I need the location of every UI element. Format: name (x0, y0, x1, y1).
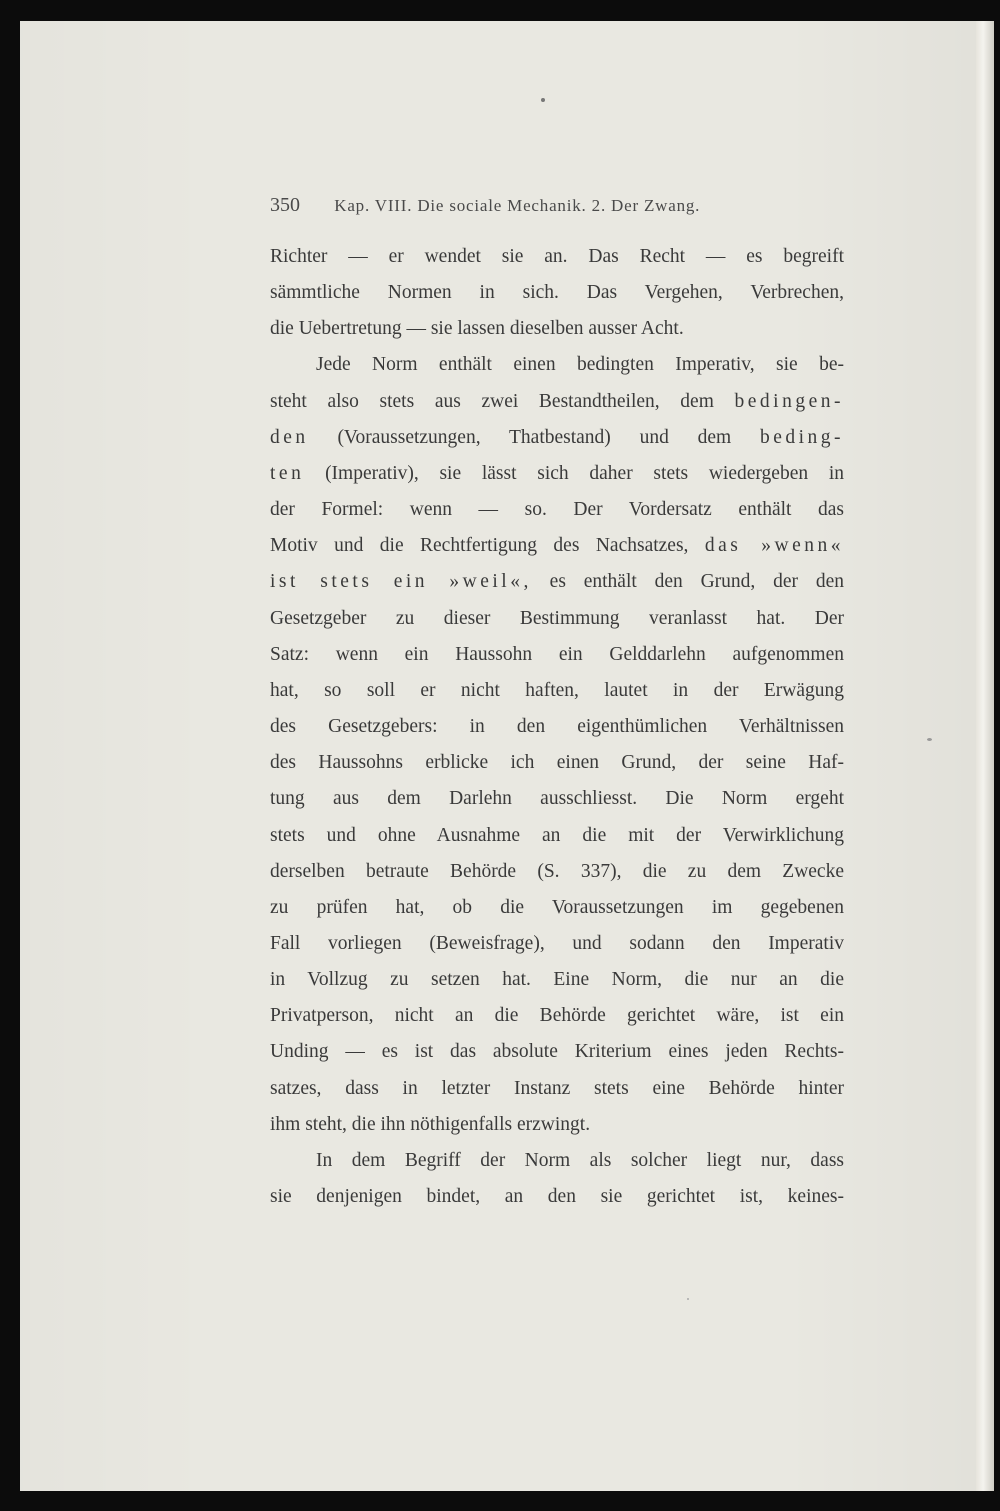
text-segment: es enthält den Grund, der den (549, 571, 845, 593)
text-line: In dem Begriff der Norm als solcher liegt nur, dass (316, 1149, 844, 1171)
text-line: sie denjenigen bindet, an den sie gerichtet ist, keines- (270, 1186, 844, 1208)
text-segment: (Voraussetzungen, Thatbestand) und dem (337, 426, 732, 448)
text-line: Unding — es ist das absolute Kriterium eines jeden Rechts- (270, 1041, 844, 1063)
text-line: in Vollzug zu setzen hat. Eine Norm, die nur an die (270, 969, 844, 991)
text-line: Jede Norm enthält einen bedingten Imperativ, sie be- (316, 354, 844, 376)
running-title: Kap. VIII. Die sociale Mechanik. 2. Der Zwang. (334, 196, 701, 215)
dust-speck (687, 1298, 689, 1300)
text-line (270, 528, 844, 564)
emphasized-text: das »wenn« (704, 535, 845, 557)
emphasized-text: ist stets ein »weil«, (270, 571, 532, 593)
text-line: Fall vorliegen (Beweisfrage), und sodann den Imperativ (270, 932, 844, 954)
text-line: Gesetzgeber zu dieser Bestimmung veranlasst hat. Der (270, 607, 844, 629)
text-line: die Uebertretung — sie lassen dieselben ausser Acht. (270, 318, 684, 340)
paragraph (270, 347, 844, 1142)
text-line: zu prüfen hat, ob die Voraussetzungen im gegebenen (270, 896, 844, 918)
text-line: ihm steht, die ihn nöthigenfalls erzwingt. (270, 1113, 591, 1135)
page-number: 350 (270, 194, 300, 216)
text-segment: (Imperativ), sie lässt sich daher stets wiedergeben in (325, 462, 844, 484)
text-line: tung aus dem Darlehn ausschliesst. Die Norm ergeht (270, 788, 844, 810)
text-line (270, 420, 844, 456)
emphasized-text: ten (270, 462, 305, 484)
dust-speck (927, 738, 932, 741)
text-line (270, 384, 844, 420)
text-line: Privatperson, nicht an die Behörde gerichtet wäre, ist ein (270, 1005, 844, 1027)
dust-speck (541, 98, 545, 102)
running-header (270, 194, 845, 217)
page-edge (976, 21, 994, 1491)
paragraph (270, 239, 844, 347)
paragraph (270, 1143, 844, 1215)
emphasized-text: bedingen- (734, 390, 845, 412)
text-line (270, 456, 844, 492)
text-line: satzes, dass in letzter Instanz stets eine Behörde hinter (270, 1077, 844, 1099)
text-line: derselben betraute Behörde (S. 337), die zu dem Zwecke (270, 860, 844, 882)
text-line (270, 564, 844, 600)
text-line: der Formel: wenn — so. Der Vordersatz enthält das (270, 499, 844, 521)
text-line: Richter — er wendet sie an. Das Recht — es begreift (270, 246, 844, 267)
emphasized-text: den (270, 426, 309, 448)
text-line: stets und ohne Ausnahme an die mit der Verwirklichung (270, 824, 844, 846)
text-line: des Haussohns erblicke ich einen Grund, der seine Haf- (270, 752, 844, 774)
text-segment: Motiv und die Rechtfertigung des Nachsatzes, (270, 535, 689, 557)
body-text (270, 239, 844, 1215)
emphasized-text: beding- (759, 426, 845, 448)
text-line: Satz: wenn ein Haussohn ein Gelddarlehn aufgenommen (270, 643, 844, 665)
text-segment: steht also stets aus zwei Bestandtheilen, dem (270, 390, 714, 412)
text-line: sämmtliche Normen in sich. Das Vergehen, Verbrechen, (270, 282, 844, 304)
text-line: hat, so soll er nicht haften, lautet in der Erwägung (270, 679, 844, 701)
text-line: des Gesetzgebers: in den eigenthümlichen Verhältnissen (270, 716, 844, 738)
